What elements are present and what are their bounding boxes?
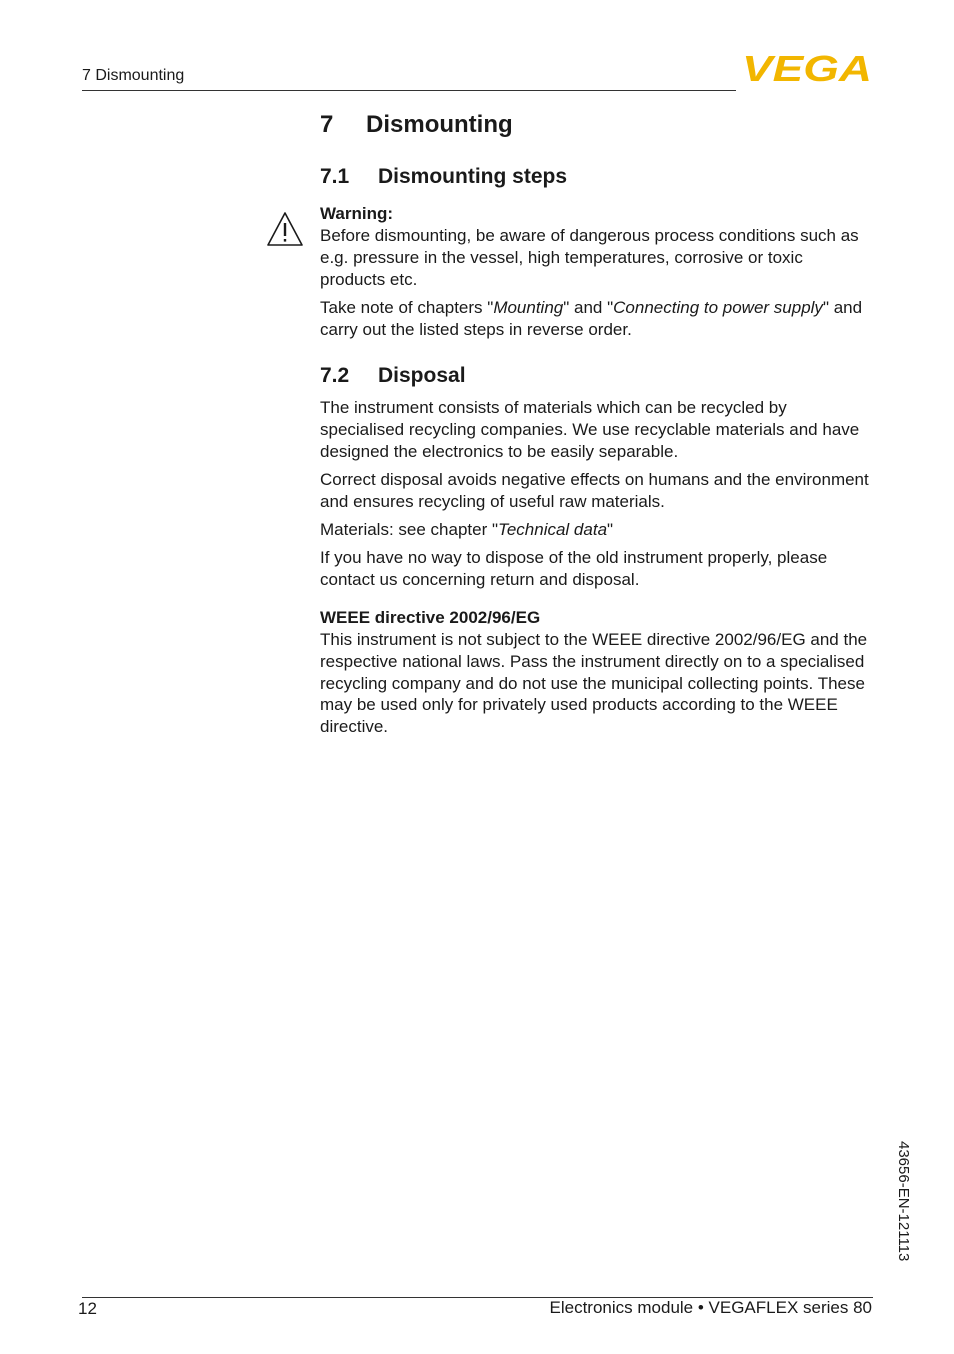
document-code: 43656-EN-121113	[895, 1141, 912, 1262]
svg-text:VEGA: VEGA	[742, 52, 872, 84]
warning-label: Warning:	[320, 204, 394, 223]
page-number: 12	[78, 1299, 97, 1318]
subsection-number: 7.1	[320, 165, 350, 188]
subsection-number: 7.2	[320, 364, 350, 387]
running-header: 7 Dismounting	[82, 67, 185, 84]
reverse-order-note: Take note of chapters "Mounting" and "Connecting to power supply" and carry out the listed steps in reverse order.	[320, 298, 863, 339]
subsection-title: Disposal	[378, 364, 466, 387]
subsection-heading-disposal	[320, 364, 466, 388]
section-title: Dismounting	[366, 111, 513, 138]
subsection-heading-dismounting-steps	[320, 165, 567, 189]
disposal-paragraph-2: Correct disposal avoids negative effects on humans and the environment and ensures recycling of useful raw materials.	[320, 470, 869, 511]
link-mounting[interactable]: Mounting	[493, 298, 564, 317]
weee-heading: WEEE directive 2002/96/EG	[320, 608, 541, 627]
section-number: 7	[320, 111, 334, 138]
link-technical-data[interactable]: Technical data	[498, 520, 608, 539]
header-rule	[82, 90, 736, 91]
disposal-paragraph-1: The instrument consists of materials which can be recycled by specialised recycling companies. We use recyclable materials and have designed the electronics to be easily separable.	[320, 398, 860, 461]
materials-note: Materials: see chapter "Technical data"	[320, 520, 614, 539]
vega-logo	[741, 52, 873, 84]
link-connecting-power-supply[interactable]: Connecting to power supply	[613, 298, 823, 317]
section-heading	[320, 111, 513, 139]
disposal-paragraph-4: If you have no way to dispose of the old instrument properly, please contact us concerning return and disposal.	[320, 548, 828, 589]
warning-triangle-icon	[266, 211, 304, 247]
weee-text: This instrument is not subject to the WEEE directive 2002/96/EG and the respective national laws. Pass the instrument directly on to a specialised recycling company and do not use the municipal collecting points. These may be used only for privately used products according to the WEEE directive.	[320, 630, 868, 737]
subsection-title: Dismounting steps	[378, 165, 568, 188]
footer-title: Electronics module • VEGAFLEX series 80	[549, 1298, 872, 1317]
warning-text: Before dismounting, be aware of dangerous process conditions such as e.g. pressure in the vessel, high temperatures, corrosive or toxic products etc.	[320, 226, 859, 289]
